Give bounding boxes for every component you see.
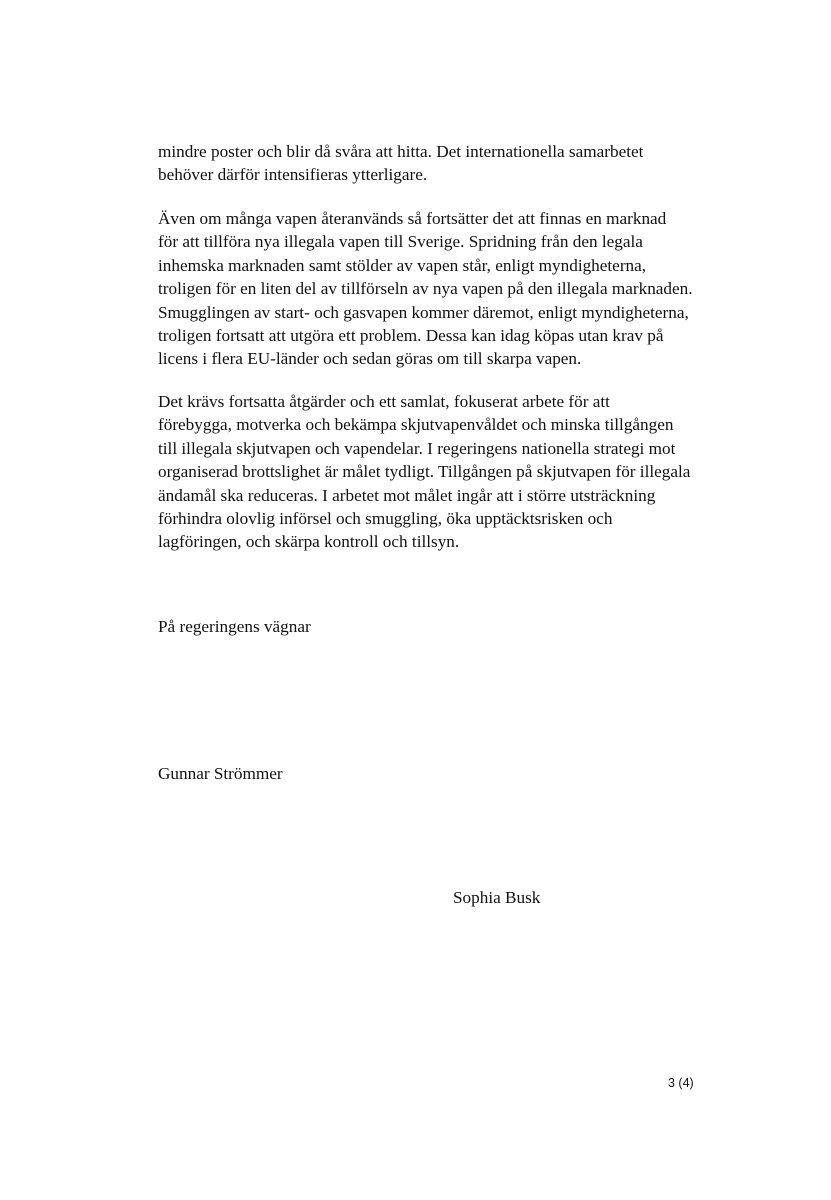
- paragraph-line: organiserad brottslighet är målet tydligt. Tillgången på skjutvapen för illegala: [158, 462, 691, 482]
- paragraph-line: förhindra olovlig införsel och smuggling, öka upptäcktsrisken och: [158, 509, 613, 529]
- paragraph-line: mindre poster och blir då svåra att hitta. Det internationella samarbetet: [158, 142, 644, 161]
- signatory-official: Sophia Busk: [453, 888, 541, 907]
- paragraph-3: [158, 390, 698, 554]
- paragraph-line: Smugglingen av start- och gasvapen kommer däremot, enligt myndigheterna,: [158, 302, 689, 322]
- paragraph-line: licens i flera EU-länder och sedan göras om till skarpa vapen.: [158, 349, 582, 369]
- paragraph-line: förebygga, motverka och bekämpa skjutvapenvåldet och minska tillgången: [158, 415, 674, 435]
- paragraph-line: inhemska marknaden samt stölder av vapen står, enligt myndigheterna,: [158, 255, 647, 275]
- page-number: 3 (4): [668, 1076, 694, 1090]
- paragraph-line: för att tillföra nya illegala vapen till Sverige. Spridning från den legala: [158, 232, 643, 252]
- paragraph-1: [158, 140, 698, 187]
- signatory-minister: Gunnar Strömmer: [158, 764, 283, 783]
- paragraph-2: [158, 207, 698, 371]
- paragraph-line: ändamål ska reduceras. I arbetet mot målet ingår att i större utsträckning: [158, 485, 656, 505]
- paragraph-line: till illegala skjutvapen och vapendelar. I regeringens nationella strategi mot: [158, 438, 676, 458]
- paragraph-line: Även om många vapen återanvänds så fortsätter det att finnas en marknad: [158, 209, 667, 228]
- paragraph-line: Det krävs fortsatta åtgärder och ett samlat, fokuserat arbete för att: [158, 392, 610, 411]
- paragraph-line: lagföringen, och skärpa kontroll och tillsyn.: [158, 532, 460, 552]
- paragraph-line: troligen för en liten del av tillförseln av nya vapen på den illegala marknaden.: [158, 279, 693, 299]
- closing-line: På regeringens vägnar: [158, 617, 311, 636]
- paragraph-line: troligen fortsatt att utgöra ett problem. Dessa kan idag köpas utan krav på: [158, 326, 664, 346]
- paragraph-line: behöver därför intensifieras ytterligare.: [158, 165, 428, 185]
